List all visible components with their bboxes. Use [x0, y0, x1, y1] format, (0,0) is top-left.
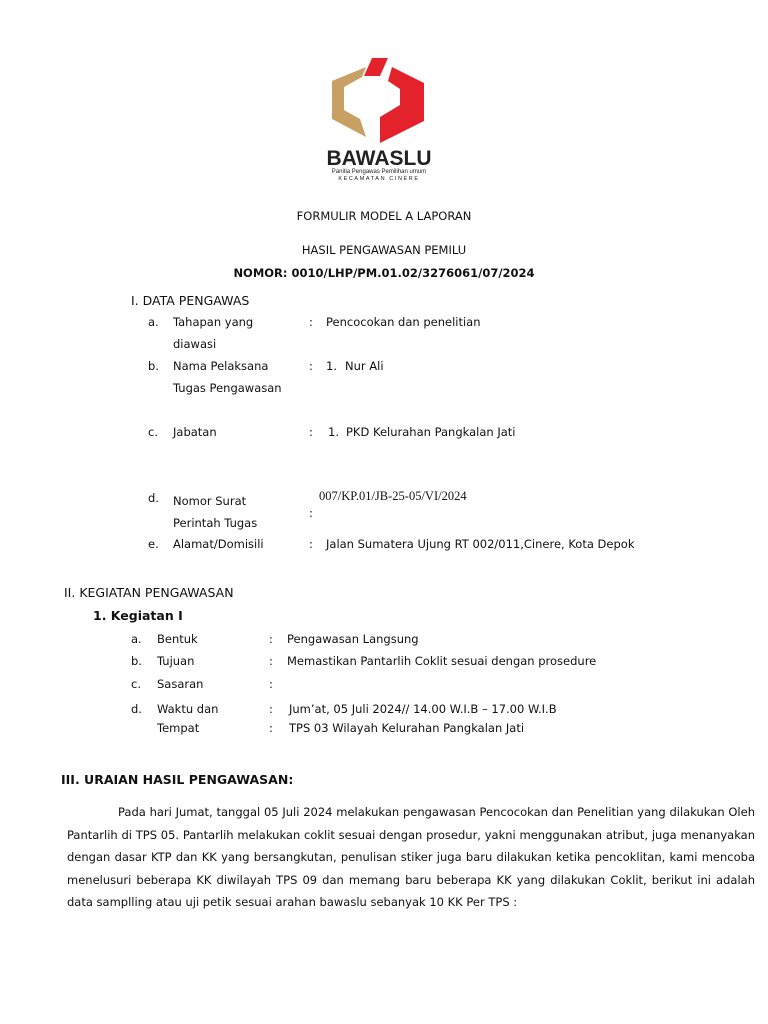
keg-row-d-label-1: Waktu dan [157, 702, 219, 716]
keg-row-c-letter: c. [131, 677, 141, 691]
row-c-label: Jabatan [173, 425, 217, 439]
keg-row-a-letter: a. [131, 632, 142, 646]
keg-row-b-label: Tujuan [157, 654, 195, 668]
row-e-colon: : [309, 537, 313, 551]
row-a-label-2: diawasi [173, 337, 217, 351]
uraian-paragraph: Pada hari Jumat, tanggal 05 Juli 2024 melakukan pengawasan Pencocokan dan Penelitian yang dilakukan Oleh Pantarlih di TPS 05. Pantarlih melakukan coklit sesuai dengan prosedur, yakni menggunakan atribut, juga menanyakan dengan dasar KTP dan KK yang bersangkutan, penulisan stiker juga baru dilakukan ketika pencoklitan, kami mencoba menelusuri beberapa KK diwilayah TPS 09 dan memang baru beberapa KK yang dilakukan Coklit, berikut ini adalah data samplling atau uji petik sesuai arahan bawaslu sebanyak 10 KK Per TPS : [67, 805, 755, 909]
row-d-label-1: Nomor Surat [173, 494, 247, 508]
logo-gold-shape [332, 67, 366, 137]
row-b-label-1: Nama Pelaksana [173, 359, 269, 373]
row-a-value: Pencocokan dan penelitian [326, 315, 481, 329]
row-a-label-1: Tahapan yang [173, 315, 254, 329]
row-a-letter: a. [148, 315, 159, 329]
keg-row-b-colon: : [269, 654, 273, 668]
row-d-value: 007/KP.01/JB-25-05/VI/2024 [319, 489, 467, 503]
report-title: HASIL PENGAWASAN PEMILU [301, 243, 467, 257]
row-a-colon: : [309, 315, 313, 329]
logo-red-shape [380, 67, 424, 143]
logo-subtitle-2: KECAMATAN CINERE [338, 176, 420, 182]
keg-row-c-label: Sasaran [157, 677, 204, 691]
keg-row-d-value-1: Jum’at, 05 Juli 2024// 14.00 W.I.B – 17.00 W.I.B [289, 702, 557, 716]
keg-row-d-colon-1: : [269, 702, 273, 716]
section-2-title: II. KEGIATAN PENGAWASAN [64, 585, 234, 600]
logo-red-slash [364, 58, 388, 76]
logo-name: BAWASLU [326, 147, 432, 170]
keg-row-a-colon: : [269, 632, 273, 646]
row-c-num: 1. [328, 425, 339, 439]
row-b-colon: : [309, 359, 313, 373]
report-number: NOMOR: 0010/LHP/PM.01.02/3276061/07/2024 [233, 266, 535, 280]
row-c-value: PKD Kelurahan Pangkalan Jati [346, 425, 516, 439]
row-d-letter: d. [148, 491, 159, 505]
row-c-colon: : [309, 425, 313, 439]
section-1-title: I. DATA PENGAWAS [131, 293, 250, 308]
keg-row-d-letter: d. [131, 702, 142, 716]
keg-row-d-colon-2: : [269, 721, 273, 735]
keg-row-a-value: Pengawasan Langsung [287, 632, 419, 646]
row-b-value: Nur Ali [345, 359, 384, 373]
row-e-value: Jalan Sumatera Ujung RT 002/011,Cinere, Kota Depok [326, 537, 635, 551]
row-d-label-2: Perintah Tugas [173, 516, 258, 530]
row-e-letter: e. [148, 537, 159, 551]
keg-row-d-label-2: Tempat [157, 721, 200, 735]
keg-row-d-value-2: TPS 03 Wilayah Kelurahan Pangkalan Jati [289, 721, 525, 735]
keg-row-c-colon: : [269, 677, 273, 691]
row-b-num: 1. [326, 359, 337, 373]
row-d-colon: : [309, 506, 313, 520]
keg-row-a-label: Bentuk [157, 632, 198, 646]
row-e-label: Alamat/Domisili [173, 537, 264, 551]
section-3-title: III. URAIAN HASIL PENGAWASAN: [61, 772, 294, 787]
bawaslu-logo [318, 55, 440, 183]
logo-subtitle-1: Panitia Pengawas Pemilihan umum [331, 169, 427, 175]
form-title: FORMULIR MODEL A LAPORAN [296, 209, 472, 223]
kegiatan-title: 1. Kegiatan I [93, 608, 183, 623]
keg-row-b-value: Memastikan Pantarlih Coklit sesuai dengan prosedure [287, 654, 597, 668]
row-c-letter: c. [148, 425, 158, 439]
row-b-letter: b. [148, 359, 159, 373]
row-b-label-2: Tugas Pengawasan [173, 381, 282, 395]
keg-row-b-letter: b. [131, 654, 142, 668]
